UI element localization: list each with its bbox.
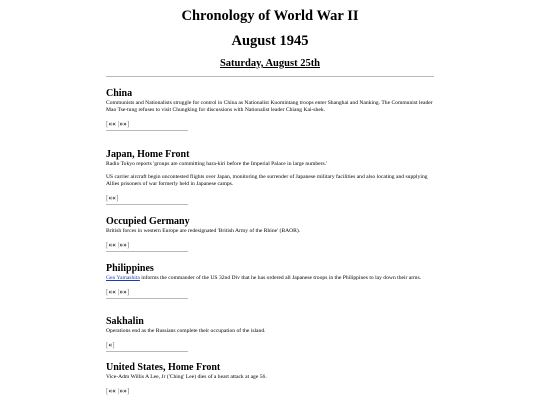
nav-open-bracket: [ (106, 120, 109, 128)
prev-link[interactable]: « (108, 288, 113, 296)
nav-open-bracket: [ (106, 288, 109, 296)
nav-close-bracket: ] (126, 387, 130, 395)
section-heading: China (106, 88, 133, 99)
section-heading: Occupied Germany (106, 216, 190, 227)
section-divider (106, 251, 188, 252)
prev-link-2[interactable]: « (112, 194, 116, 202)
nav-separator: | (117, 288, 120, 296)
section-sakhalin (106, 316, 434, 352)
section-divider (106, 351, 188, 352)
prev-link[interactable]: « (108, 120, 113, 128)
section-divider (106, 130, 188, 131)
entry-nav (106, 387, 434, 395)
prev-link-2[interactable]: « (112, 120, 116, 128)
nav-separator: | (117, 387, 120, 395)
nav-separator: | (117, 241, 120, 249)
next-link-2[interactable]: » (123, 241, 127, 249)
section-heading: Japan, Home Front (106, 149, 190, 160)
section-paragraph: Radio Tokyo reports 'groups are committing hara-kiri before the Imperial Palace in large numbers.' (106, 161, 328, 167)
nav-close-bracket: ] (126, 241, 130, 249)
next-link[interactable]: » (119, 241, 124, 249)
prev-link[interactable]: « (108, 341, 113, 349)
yamashita-link[interactable]: Gen Yamashita (106, 275, 140, 281)
prev-link[interactable]: « (108, 241, 113, 249)
nav-open-bracket: [ (106, 387, 109, 395)
prev-link-2[interactable]: « (112, 288, 116, 296)
section-us-home-front (106, 362, 434, 395)
paragraph-text: informs the commander of the US 32nd Div that he has ordered all Japanese troops in the Philippines to lay down their arms. (139, 275, 422, 281)
section-paragraph: US carrier aircraft begin uncontested flights over Japan, monitoring the surrender of Japanese military facilities and also locating and supplying Allies prisoners of war formerly held in Japanese camps. (106, 174, 428, 187)
prev-link[interactable]: « (108, 387, 113, 395)
header-divider (106, 76, 434, 77)
next-link[interactable]: » (119, 387, 124, 395)
prev-link[interactable]: « (108, 194, 113, 202)
nav-close-bracket: ] (112, 341, 115, 349)
entry-nav (106, 341, 434, 349)
section-japan-home-front (106, 149, 434, 205)
nav-open-bracket: [ (106, 194, 109, 202)
date-heading: Saturday, August 25th (219, 58, 321, 69)
nav-open-bracket: [ (106, 341, 109, 349)
section-paragraph: Vice-Adm Willis A Lee, Jr ('Ching' Lee) dies of a heart attack at age 56. (106, 374, 267, 380)
month-heading: August 1945 (231, 33, 309, 49)
nav-close-bracket: ] (126, 120, 130, 128)
nav-separator: | (117, 120, 120, 128)
nav-open-bracket: [ (106, 241, 109, 249)
nav-close-bracket: ] (115, 194, 119, 202)
next-link-2[interactable]: » (123, 120, 127, 128)
section-occupied-germany (106, 216, 434, 252)
entry-nav (106, 241, 434, 249)
section-paragraph: Communists and Nationalists struggle for control in China as Nationalist Kuomintang troops enter Shanghai and Nanking. The Communist leader Mao Tse-tung refuses to visit Chungking for discussions with Nationalist leader Chiang Kai-shek. (106, 100, 433, 113)
section-divider (106, 204, 188, 205)
next-link[interactable]: » (119, 120, 124, 128)
next-link-2[interactable]: » (123, 387, 127, 395)
section-heading: Sakhalin (106, 316, 144, 327)
prev-link-2[interactable]: « (112, 241, 116, 249)
section-paragraph: Operations end as the Russians complete their occupation of the island. (106, 328, 266, 334)
section-philippines (106, 263, 434, 299)
entry-nav (106, 288, 434, 296)
next-link[interactable]: » (119, 288, 124, 296)
entry-nav (106, 120, 434, 128)
section-heading: United States, Home Front (106, 362, 221, 373)
next-link-2[interactable]: » (123, 288, 127, 296)
nav-close-bracket: ] (126, 288, 130, 296)
prev-link-2[interactable]: « (112, 387, 116, 395)
entry-nav (106, 194, 434, 202)
page-title: Chronology of World War II (181, 8, 359, 24)
section-paragraph (106, 275, 434, 282)
section-paragraph: British forces in western Europe are redesignated 'British Army of the Rhine' (BAOR). (106, 228, 301, 234)
section-divider (106, 298, 188, 299)
section-china (106, 88, 434, 131)
section-heading: Philippines (106, 263, 154, 274)
